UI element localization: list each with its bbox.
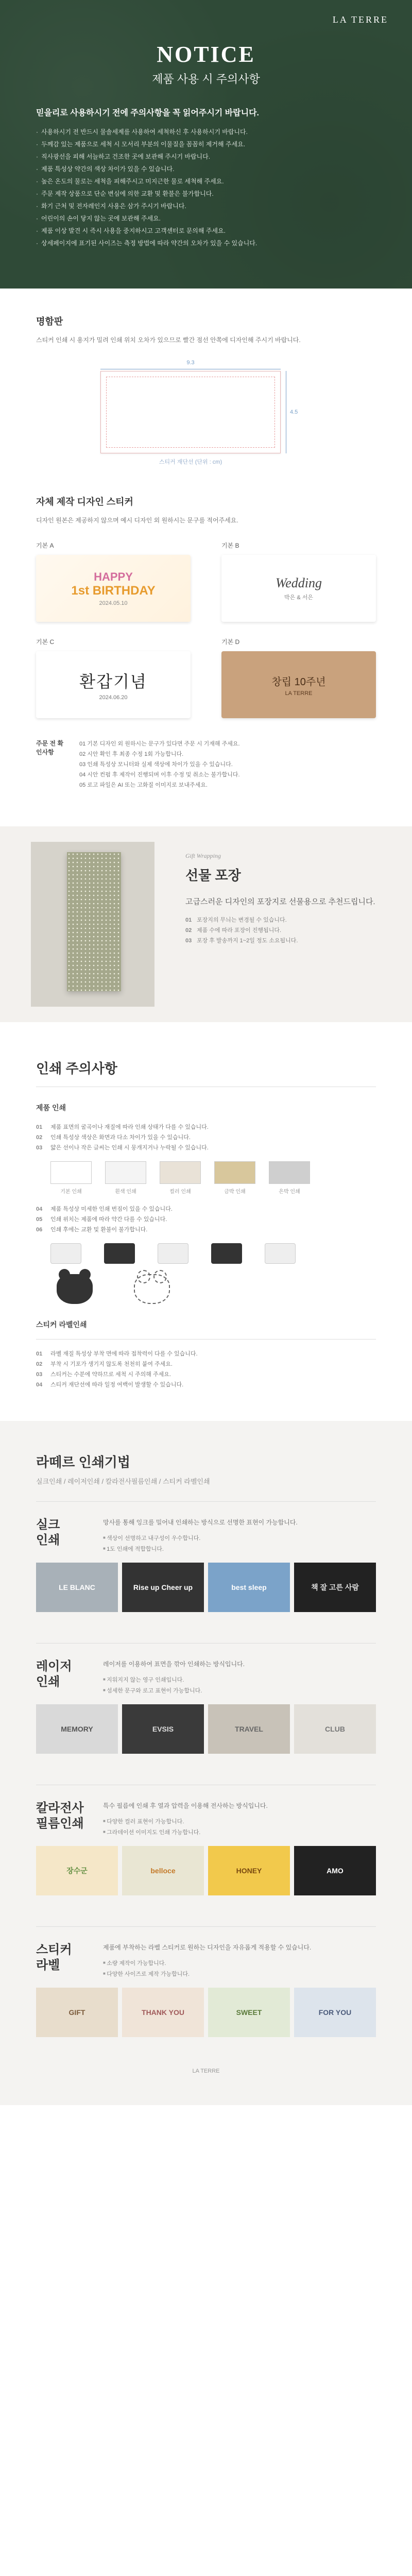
design-small: 박은 & 서은: [284, 595, 313, 601]
bear-outline-icon: [134, 1274, 170, 1304]
design-item: [221, 637, 376, 718]
sticker-outline: [100, 371, 281, 453]
print-item: 06 인쇄 후에는 교환 및 환불이 불가합니다.: [36, 1227, 148, 1233]
design-big: Wedding: [275, 575, 322, 590]
tech-point: ■ 다양한 사이즈로 제작 가능합니다.: [103, 1969, 376, 1979]
tech-point: ■ 1도 인쇄에 적합합니다.: [103, 1544, 376, 1554]
print-item: 02 부착 시 기포가 생기지 않도록 천천히 붙여 주세요.: [36, 1361, 173, 1367]
order-options: [36, 739, 376, 790]
design-small: LA TERRE: [285, 690, 313, 697]
notice-item: · 제품 특성상 약간의 색상 차이가 있을 수 있습니다.: [36, 163, 376, 175]
tech-name: 칼라전사 필름인쇄: [36, 1801, 84, 1831]
tech-point: ■ 다양한 컬러 표현이 가능합니다.: [103, 1816, 376, 1827]
cut-sample: [104, 1243, 135, 1264]
options-label: 주문 전 확인사항: [36, 740, 64, 756]
print-item: 02 인쇄 특성상 색상은 화면과 다소 차이가 있을 수 있습니다.: [36, 1134, 191, 1141]
gift-en-title: Gift Wrapping: [185, 852, 221, 859]
gift-section: [0, 826, 412, 1022]
tech-block-silk: [36, 1501, 376, 1628]
design-item: [36, 541, 191, 622]
design-label: 기본 C: [36, 638, 55, 646]
cut-sample: [158, 1243, 188, 1264]
tech-desc: 레이저를 이용하여 표면을 깎아 인쇄하는 방식입니다.: [103, 1660, 245, 1668]
gift-box-image: [31, 842, 154, 1007]
notice-item: · 높은 온도의 물로는 세척을 피해주시고 미지근한 물로 세척해 주세요.: [36, 175, 376, 188]
tech-name: 실크 인쇄: [36, 1518, 60, 1547]
size-section: [0, 314, 412, 469]
notice-lead: 믿을리로 사용하시기 전에 주의사항을 꼭 읽어주시기 바랍니다.: [36, 109, 259, 117]
brand-logo: LA TERRE: [332, 14, 388, 25]
height-label: 4.5: [290, 409, 298, 415]
swatch: 기본 인쇄: [50, 1161, 92, 1195]
print-list1: [36, 1122, 376, 1153]
print-sub2: 스티커 라벨인쇄: [36, 1320, 87, 1329]
print-item: 01 라벨 재질 특성상 부착 면에 따라 접착력이 다를 수 있습니다.: [36, 1351, 198, 1357]
wrapped-box: [67, 852, 121, 991]
sample-image: GIFT: [36, 1988, 118, 2037]
tech-list: [103, 1674, 376, 1696]
sample-image: Rise up Cheer up: [122, 1563, 204, 1612]
option-row: 01 기본 디자인 외 원하시는 문구가 있다면 주문 시 기재해 주세요.: [79, 741, 240, 747]
notice-subtitle: 제품 사용 시 주의사항: [152, 73, 260, 86]
gift-item: 01 포장지의 무늬는 변경될 수 있습니다.: [185, 915, 381, 925]
notice-item: · 주문 제작 상품으로 단순 변심에 의한 교환 및 환불은 불가합니다.: [36, 188, 376, 200]
divider: [36, 1339, 376, 1340]
sample-image: LE BLANC: [36, 1563, 118, 1612]
tech-block-laser: [36, 1643, 376, 1769]
size-caption: 스티커 재단선 (단위 : cm): [159, 459, 222, 465]
option-row: 04 시안 컨펌 후 제작이 진행되며 이후 수정 및 취소는 불가합니다.: [79, 772, 240, 778]
design-label: 기본 D: [221, 638, 240, 646]
design-title: 자체 제작 디자인 스티커: [36, 497, 133, 507]
print-title: 인쇄 주의사항: [36, 1061, 117, 1076]
tech-point: ■ 소량 제작이 가능합니다.: [103, 1958, 376, 1969]
notice-item: · 상세페이지에 표기된 사이즈는 측정 방법에 따라 약간의 오차가 있을 수 있습니다.: [36, 237, 376, 249]
notice-title: NOTICE: [157, 42, 255, 67]
swatch: 금박 인쇄: [214, 1161, 255, 1195]
sample-image: best sleep: [208, 1563, 290, 1612]
design-big: 창립 10주년: [271, 676, 326, 688]
design-card-wedding: [221, 555, 376, 622]
tech-list: [103, 1816, 376, 1838]
option-row: 05 로고 파일은 AI 또는 고화질 이미지로 보내주세요.: [79, 782, 208, 788]
height-dimension: [286, 371, 306, 453]
print-sub1: 제품 인쇄: [36, 1104, 66, 1112]
design-item: [36, 637, 191, 718]
sample-image: HONEY: [208, 1846, 290, 1895]
tech-block-film: [36, 1785, 376, 1911]
tech-samples: [36, 1846, 376, 1895]
print-item: 01 제품 표면의 굴곡이나 재질에 따라 인쇄 상태가 다를 수 있습니다.: [36, 1124, 209, 1130]
design-grid: [36, 541, 376, 718]
gift-title: 선물 포장: [185, 868, 241, 883]
sample-image: MEMORY: [36, 1704, 118, 1754]
tech-desc: 망사를 통해 잉크를 밀어내 인쇄하는 방식으로 선명한 표현이 가능합니다.: [103, 1519, 298, 1526]
cut-sample: [211, 1243, 242, 1264]
design-label: 기본 B: [221, 542, 239, 549]
print-item: 03 스티커는 수분에 약하므로 세척 시 주의해 주세요.: [36, 1371, 171, 1378]
size-title: 명함판: [36, 316, 63, 327]
print-list3: [36, 1349, 376, 1390]
tech-name: 레이저 인쇄: [36, 1659, 72, 1689]
sample-image: EVSIS: [122, 1704, 204, 1754]
size-diagram: [36, 355, 376, 469]
design-item: [221, 541, 376, 622]
notice-item: · 화기 근처 및 전자레인지 사용은 삼가 주시기 바랍니다.: [36, 200, 376, 212]
notice-item: · 어린이의 손이 닿지 않는 곳에 보관해 주세요.: [36, 212, 376, 225]
swatch: 흰색 인쇄: [105, 1161, 146, 1195]
print-list2: [36, 1204, 376, 1235]
options-rows: [79, 739, 376, 790]
notice-item: · 제품 이상 발견 시 즉시 사용을 중지하시고 고객센터로 문의해 주세요.: [36, 225, 376, 237]
gift-desc: 고급스러운 디자인의 포장지로 선물용으로 추천드립니다.: [185, 897, 375, 906]
tech-list: [103, 1533, 376, 1554]
bear-examples: [57, 1274, 376, 1304]
print-item: 04 스티커 재단선에 따라 일정 여백이 발생할 수 있습니다.: [36, 1382, 184, 1388]
design-label: 기본 A: [36, 542, 54, 549]
tech-samples: [36, 1704, 376, 1754]
cut-sample: [50, 1243, 81, 1264]
sample-image: FOR YOU: [294, 1988, 376, 2037]
sample-image: TRAVEL: [208, 1704, 290, 1754]
cut-examples: [50, 1243, 376, 1264]
option-row: 03 인쇄 특성상 모니터와 실제 색상에 차이가 있을 수 있습니다.: [79, 761, 233, 768]
design-card-company: [221, 651, 376, 718]
design-big: 환갑기념: [79, 672, 147, 691]
design-big: HAPPY: [94, 570, 133, 583]
tech-block-label: [36, 1926, 376, 2053]
tech-title: 라떼르 인쇄기법: [36, 1454, 131, 1470]
gift-text: [185, 852, 381, 946]
cut-sample: [265, 1243, 296, 1264]
gift-item: 02 제품 수에 따라 포장이 진행됩니다.: [185, 925, 381, 936]
size-text: 스티커 인쇄 시 용지가 밀려 인쇄 위치 오차가 있으므로 빨간 점선 안쪽에 디자인해 주시기 바랍니다.: [36, 336, 301, 344]
print-section: [0, 1058, 412, 1390]
swatch: 은박 인쇄: [269, 1161, 310, 1195]
option-row: 02 시안 확인 후 최종 수정 1회 가능합니다.: [79, 751, 184, 757]
width-dimension: 9.3: [100, 360, 281, 366]
tech-desc: 특수 필름에 인쇄 후 열과 압력을 이용해 전사하는 방식입니다.: [103, 1802, 268, 1809]
tech-section: [0, 1421, 412, 2105]
tech-desc: 제품에 부착하는 라벨 스티커로 원하는 디자인을 자유롭게 적용할 수 있습니다.: [103, 1944, 312, 1951]
sample-image: AMO: [294, 1846, 376, 1895]
design-card-anniversary: [36, 651, 191, 718]
design-card-birthday: [36, 555, 191, 622]
design-section: [0, 495, 412, 790]
sample-image: CLUB: [294, 1704, 376, 1754]
tech-point: ■ 지워지지 않는 영구 인쇄입니다.: [103, 1674, 376, 1685]
design-big2: 1st BIRTHDAY: [71, 584, 156, 598]
print-item: 04 제품 특성상 미세한 인쇄 번짐이 있을 수 있습니다.: [36, 1206, 173, 1212]
tech-list: [103, 1958, 376, 1979]
bear-shape-icon: [57, 1274, 93, 1304]
gift-item: 03 포장 후 발송까지 1~2일 정도 소요됩니다.: [185, 936, 381, 946]
tech-subtitle: 실크인쇄 / 레이저인쇄 / 칼라전사필름인쇄 / 스티커 라벨인쇄: [36, 1478, 210, 1485]
sample-image: 책 잘 고른 사람: [294, 1563, 376, 1612]
tech-point: ■ 섬세한 문구와 로고 표현이 가능합니다.: [103, 1685, 376, 1696]
tech-samples: [36, 1988, 376, 2037]
sample-image: THANK YOU: [122, 1988, 204, 2037]
design-text: 디자인 원본은 제공하지 않으며 예시 디자인 외 원하시는 문구를 적어주세요.: [36, 517, 238, 524]
safe-area: [106, 377, 275, 448]
print-item: 05 인쇄 위치는 제품에 따라 약간 다를 수 있습니다.: [36, 1216, 167, 1223]
notice-item: · 사용하시기 전 반드시 물솔세제를 사용하여 세척하신 후 사용하시기 바랍니다.: [36, 126, 376, 138]
tech-point: ■ 그라데이션 이미지도 인쇄 가능합니다.: [103, 1827, 376, 1838]
notice-item: · 직사광선을 피해 서늘하고 건조한 곳에 보관해 주시기 바랍니다.: [36, 150, 376, 163]
print-swatches: [50, 1161, 376, 1195]
notice-item: · 두께감 있는 제품으로 세척 시 모서리 부분의 이물질을 꼼꼼히 제거해 주세요.: [36, 138, 376, 150]
sample-image: 장수군: [36, 1846, 118, 1895]
design-small: 2024.06.20: [99, 694, 128, 701]
notice-header: [0, 0, 412, 289]
design-small: 2024.05.10: [99, 600, 128, 606]
footer: LA TERRE: [192, 2068, 220, 2074]
tech-name: 스티커 라벨: [36, 1943, 72, 1972]
gift-list: [185, 915, 381, 946]
sample-image: belloce: [122, 1846, 204, 1895]
notice-list: [36, 126, 376, 249]
sample-image: SWEET: [208, 1988, 290, 2037]
tech-point: ■ 색상이 선명하고 내구성이 우수합니다.: [103, 1533, 376, 1544]
print-item: 03 얇은 선이나 작은 글씨는 인쇄 시 뭉개지거나 누락될 수 있습니다.: [36, 1145, 209, 1151]
swatch: 컬러 인쇄: [160, 1161, 201, 1195]
tech-samples: [36, 1563, 376, 1612]
